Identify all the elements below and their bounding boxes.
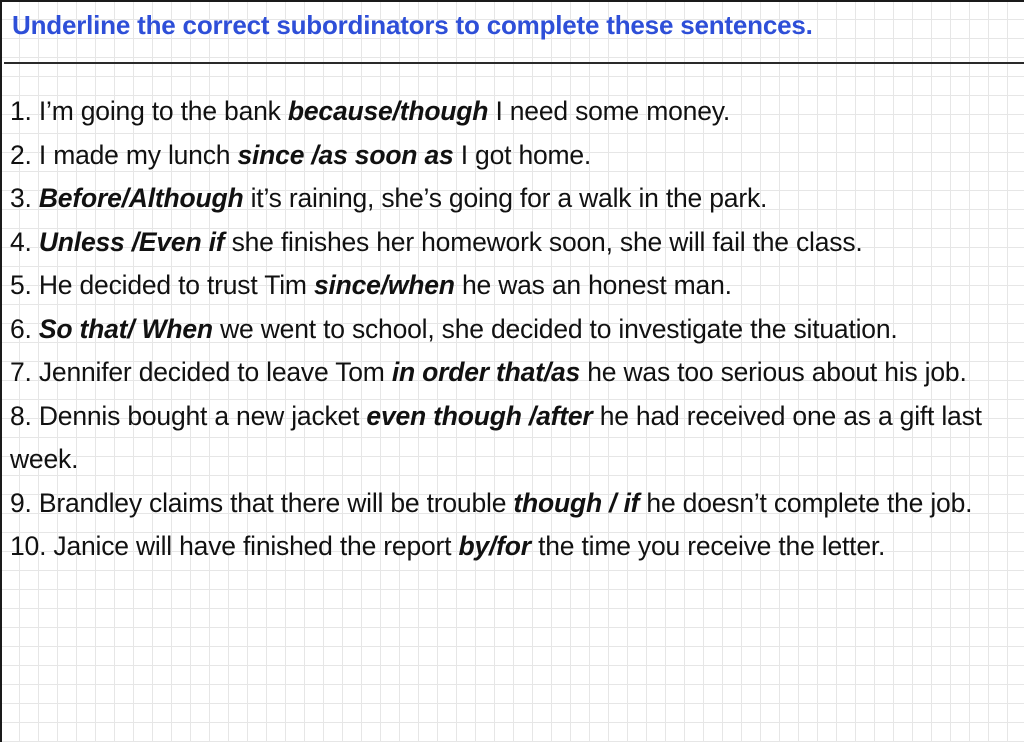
sentence-text-before: He decided to trust Tim [38, 270, 307, 300]
worksheet-title: Underline the correct subordinators to complete these sentences. [12, 10, 813, 40]
sentence-text-after: he had received one as a gift last week. [10, 400, 982, 474]
sentence-text-after: it’s raining, she’s going for a walk in the park. [250, 183, 768, 213]
sentence-number: 6. [10, 313, 32, 344]
sentence-text-after: he was too serious about his job. [587, 357, 967, 387]
sentence-number: 10. [10, 531, 47, 561]
sentence-text-after: she finishes her homework soon, she will fail the class. [231, 226, 863, 257]
sentence-text-after: we went to school, she decided to investigate the situation. [220, 313, 898, 344]
subordinator-options: though / if [513, 487, 640, 518]
subordinator-options: since /as soon as [237, 139, 454, 170]
subordinator-options: by/for [458, 531, 531, 561]
sentence-text-before: I made my lunch [38, 139, 231, 170]
sentence-text-after: I need some money. [495, 96, 730, 126]
sentence-9 [10, 482, 1020, 526]
sentence-8 [10, 395, 1020, 482]
sentence-5 [10, 264, 1020, 308]
sentence-3 [10, 177, 1020, 221]
sentence-number: 1. [10, 96, 32, 126]
sentence-number: 9. [10, 487, 32, 518]
sentence-number: 3. [10, 183, 32, 213]
sentence-6 [10, 308, 1020, 352]
sentence-number: 7. [10, 357, 32, 387]
sentence-1 [10, 90, 1020, 134]
sentence-number: 5. [10, 270, 32, 300]
sentence-text-after: I got home. [460, 139, 592, 170]
sentence-text-before: Janice will have finished the report [53, 531, 452, 561]
sentence-number: 4. [10, 226, 32, 257]
title-bar [4, 4, 1024, 64]
subordinator-options: Unless /Even if [38, 226, 225, 257]
sentence-text-after: he was an honest man. [461, 270, 732, 300]
sentence-number: 8. [10, 400, 32, 431]
subordinator-options: even though /after [366, 400, 593, 431]
sentence-text-after: the time you receive the letter. [538, 531, 886, 561]
sentence-2 [10, 134, 1020, 178]
sentence-text-after: he doesn’t complete the job. [646, 487, 973, 518]
sentence-text-before: Dennis bought a new jacket [38, 400, 360, 431]
sentence-4 [10, 221, 1020, 265]
subordinator-options: So that/ When [38, 313, 213, 344]
sentence-list [10, 90, 1020, 569]
sentence-number: 2. [10, 139, 32, 170]
sentence-text-before: I’m going to the bank [38, 96, 281, 126]
sentence-10 [10, 525, 1020, 569]
subordinator-options: in order that/as [391, 357, 581, 387]
sentence-text-before: Jennifer decided to leave Tom [38, 357, 385, 387]
subordinator-options: since/when [313, 270, 455, 300]
subordinator-options: Before/Although [38, 183, 244, 213]
subordinator-options: because/though [287, 96, 489, 126]
sentence-text-before: Brandley claims that there will be trouble [38, 487, 507, 518]
sentence-7 [10, 351, 1020, 395]
